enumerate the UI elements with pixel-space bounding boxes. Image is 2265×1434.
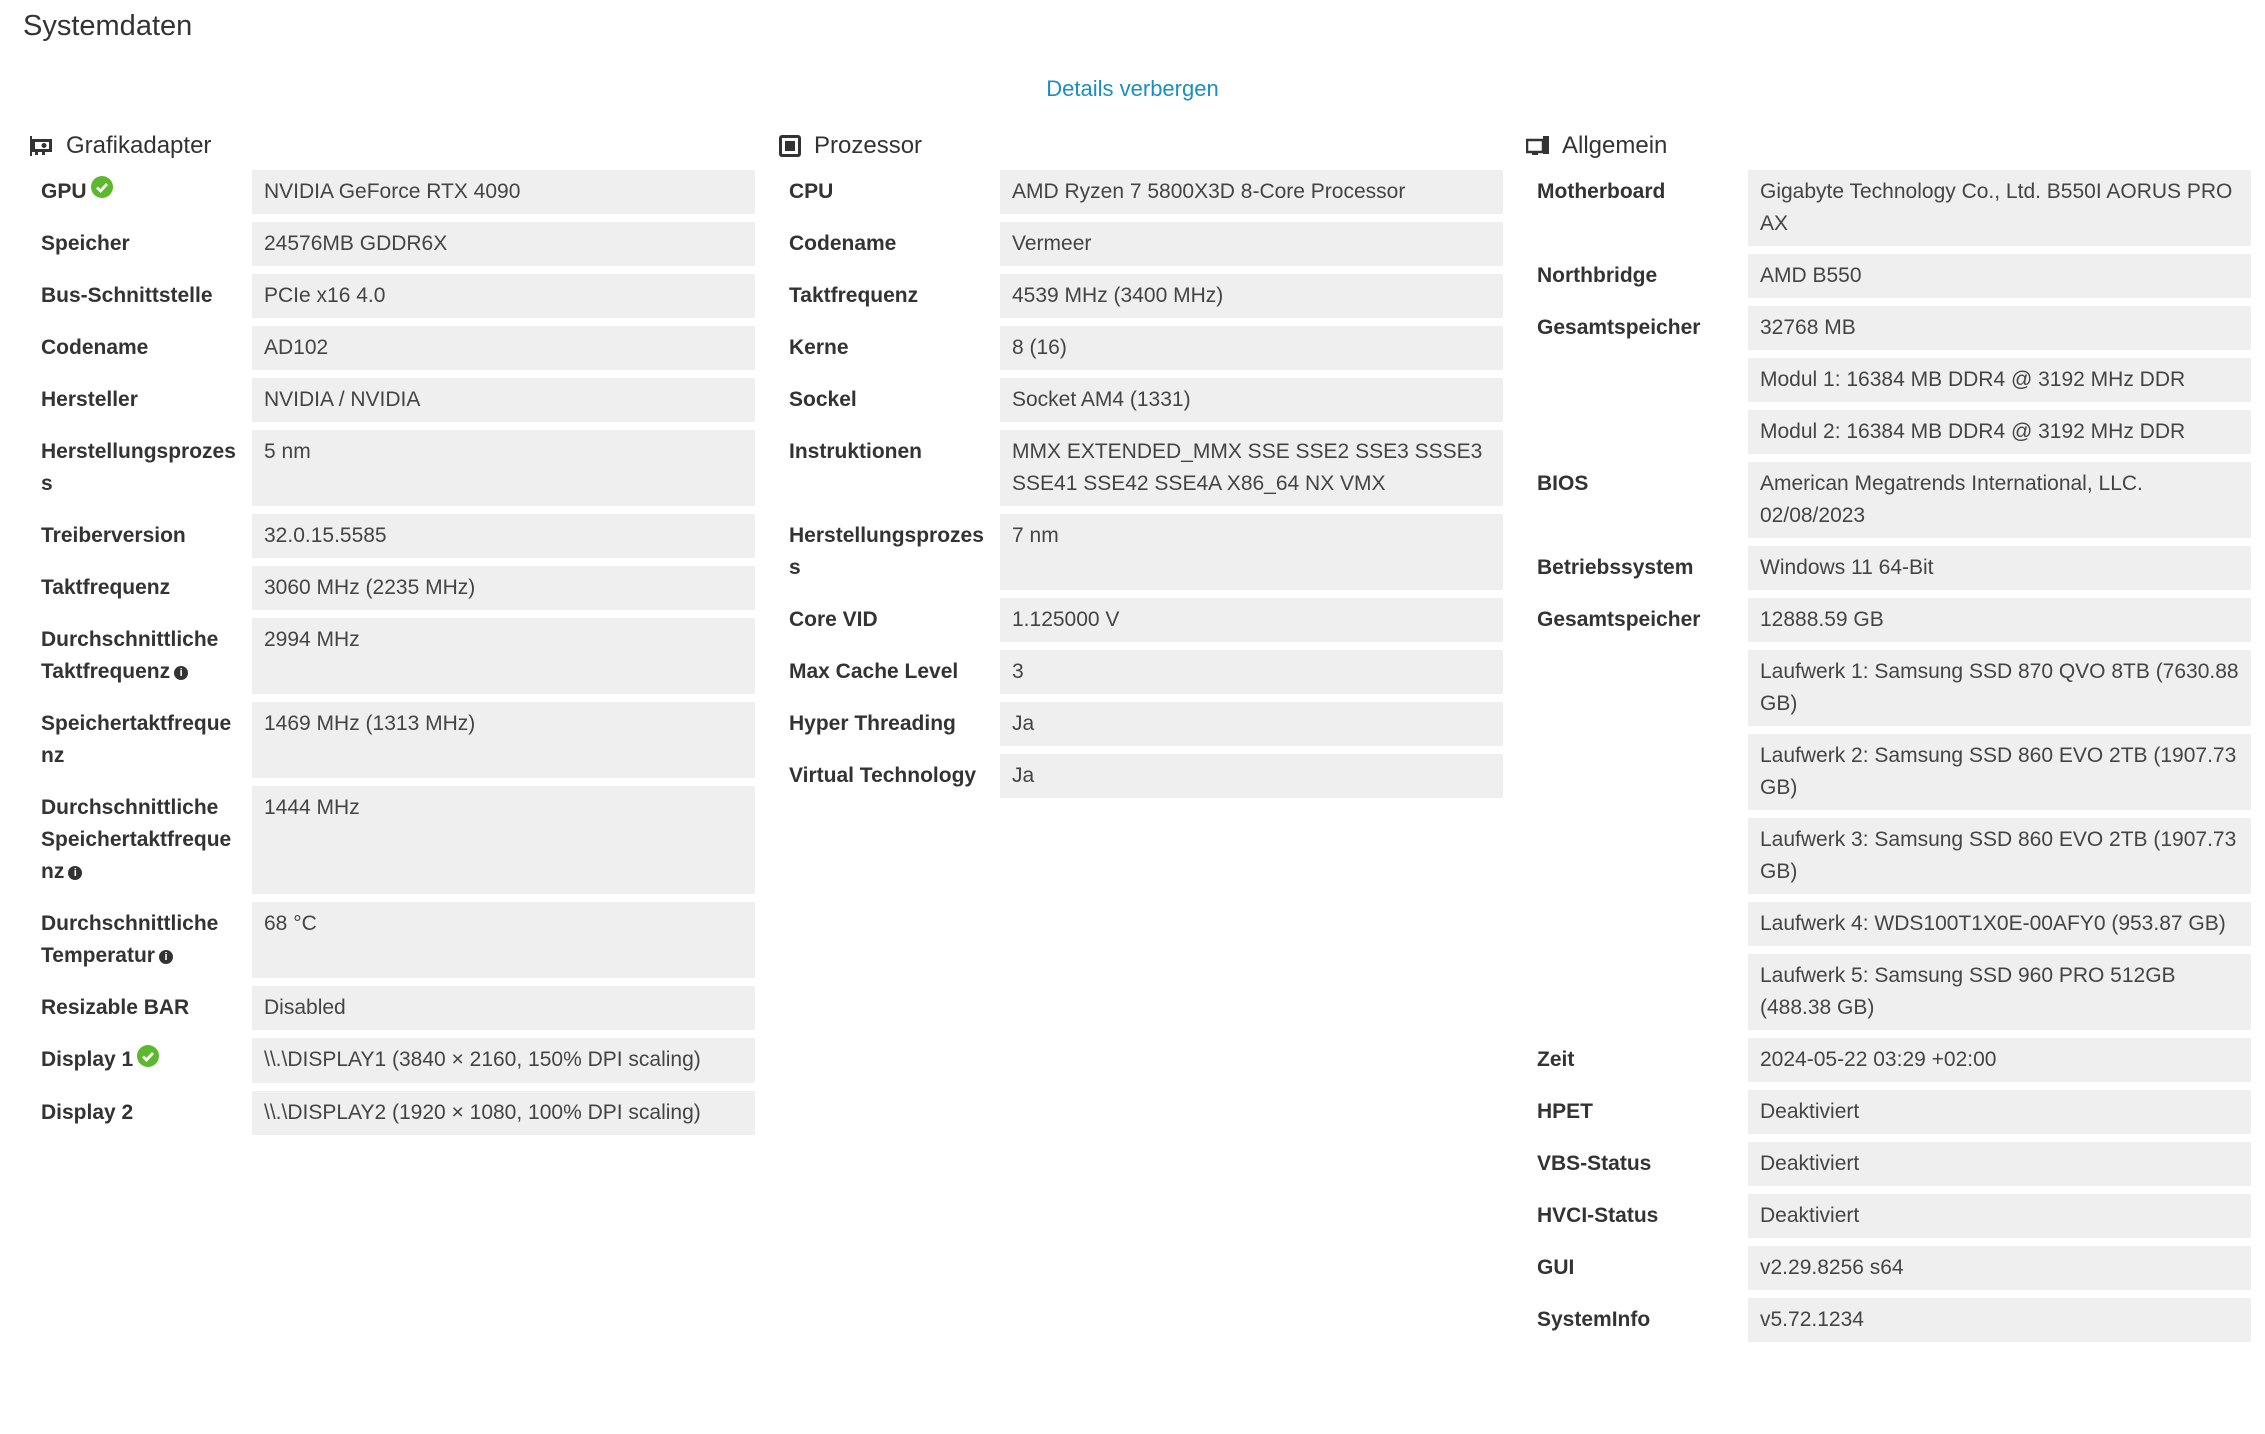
row-value: American Megatrends International, LLC. 02/08/2023 [1748, 462, 2251, 538]
row-label [1526, 1038, 1748, 1082]
cpu-info-row [778, 326, 1503, 370]
row-value: 1.125000 V [1000, 598, 1503, 642]
row-value: Socket AM4 (1331) [1000, 378, 1503, 422]
row-label [1526, 306, 1748, 350]
gpu-info-row [30, 902, 755, 978]
row-value: 1444 MHz [252, 786, 755, 894]
cpu-info-row [778, 650, 1503, 694]
row-value: \\.\DISPLAY2 (1920 × 1080, 100% DPI scaling) [252, 1091, 755, 1135]
general-info-row [1526, 954, 2251, 1030]
row-value: 2024-05-22 03:29 +02:00 [1748, 1038, 2251, 1082]
row-value: Deaktiviert [1748, 1194, 2251, 1238]
row-value: 68 °C [252, 902, 755, 978]
row-label-text: GUI [1537, 1256, 1575, 1279]
row-value: Laufwerk 2: Samsung SSD 860 EVO 2TB (1907.73 GB) [1748, 734, 2251, 810]
computer-icon [1526, 135, 1550, 157]
row-label [1526, 734, 1748, 810]
row-value: 24576MB GDDR6X [252, 222, 755, 266]
gpu-info-row [30, 986, 755, 1030]
row-value: 32768 MB [1748, 306, 2251, 350]
row-label [30, 430, 252, 506]
row-label [1526, 1194, 1748, 1238]
cpu-section-header [778, 130, 1503, 162]
check-icon [91, 176, 113, 208]
cpu-info-row [778, 170, 1503, 214]
row-label [778, 378, 1000, 422]
row-label-text: SystemInfo [1537, 1308, 1651, 1331]
cpu-section-title: Prozessor [814, 132, 923, 159]
general-info-row [1526, 1298, 2251, 1342]
row-label [1526, 650, 1748, 726]
row-label [1526, 1246, 1748, 1290]
row-label-text: Durchschnittliche Speichertaktfrequenz [41, 796, 232, 884]
cpu-info-row [778, 430, 1503, 506]
row-value: Gigabyte Technology Co., Ltd. B550I AORUS PRO AX [1748, 170, 2251, 246]
row-label-text: Display 1 [41, 1048, 134, 1072]
row-label [1526, 254, 1748, 298]
general-info-row [1526, 1142, 2251, 1186]
row-value: 2994 MHz [252, 618, 755, 694]
general-section-title: Allgemein [1562, 132, 1668, 159]
row-value: Deaktiviert [1748, 1142, 2251, 1186]
row-label [1526, 546, 1748, 590]
row-value: Vermeer [1000, 222, 1503, 266]
general-info-row [1526, 1194, 2251, 1238]
gpu-info-row [30, 170, 755, 214]
row-label-text: Gesamtspeicher [1537, 316, 1701, 339]
cpu-info-row [778, 598, 1503, 642]
general-info-row [1526, 306, 2251, 350]
row-value: \\.\DISPLAY1 (3840 × 2160, 150% DPI scaling) [252, 1038, 755, 1082]
cpu-info-row [778, 702, 1503, 746]
general-info-row [1526, 1038, 2251, 1082]
row-label [778, 754, 1000, 798]
row-value: v2.29.8256 s64 [1748, 1246, 2251, 1290]
general-info-row [1526, 902, 2251, 946]
row-label [778, 650, 1000, 694]
row-value: Ja [1000, 702, 1503, 746]
row-value: MMX EXTENDED_MMX SSE SSE2 SSE3 SSSE3 SSE41 SSE42 SSE4A X86_64 NX VMX [1000, 430, 1503, 506]
row-label-text: Display 2 [41, 1100, 134, 1124]
row-value: Disabled [252, 986, 755, 1030]
cpu-info-row [778, 378, 1503, 422]
general-info-row [1526, 650, 2251, 726]
row-value: 32.0.15.5585 [252, 514, 755, 558]
row-label [1526, 598, 1748, 642]
row-value: 12888.59 GB [1748, 598, 2251, 642]
row-value: Laufwerk 4: WDS100T1X0E-00AFY0 (953.87 GB) [1748, 902, 2251, 946]
row-label [778, 702, 1000, 746]
row-value: Deaktiviert [1748, 1090, 2251, 1134]
row-label-text: Max Cache Level [789, 660, 959, 683]
row-value: Laufwerk 5: Samsung SSD 960 PRO 512GB (488.38 GB) [1748, 954, 2251, 1030]
row-label [778, 170, 1000, 214]
row-label [30, 618, 252, 694]
processor-icon [778, 134, 802, 158]
general-info-row [1526, 546, 2251, 590]
row-label [30, 514, 252, 558]
row-label-text: Speichertaktfrequenz [41, 712, 232, 768]
gpu-section-header [30, 130, 755, 162]
cpu-section [778, 130, 1503, 806]
row-label-text: Hyper Threading [789, 712, 956, 735]
row-label-text: Taktfrequenz [789, 284, 919, 307]
row-label [1526, 1142, 1748, 1186]
row-value: 5 nm [252, 430, 755, 506]
row-label [1526, 1298, 1748, 1342]
row-label [778, 274, 1000, 318]
row-label [30, 274, 252, 318]
gpu-info-row [30, 702, 755, 778]
row-label-text: CPU [789, 180, 834, 203]
row-value: NVIDIA GeForce RTX 4090 [252, 170, 755, 214]
info-icon[interactable]: i [159, 950, 173, 964]
cpu-info-row [778, 754, 1503, 798]
gpu-info-row [30, 1038, 755, 1082]
row-value: NVIDIA / NVIDIA [252, 378, 755, 422]
row-label-text: Durchschnittliche Taktfrequenz [41, 628, 219, 684]
page-title: Systemdaten [23, 10, 193, 42]
row-label [30, 986, 252, 1030]
general-info-row [1526, 462, 2251, 538]
info-icon[interactable]: i [174, 666, 188, 680]
row-label [778, 326, 1000, 370]
row-label [30, 1091, 252, 1135]
row-value: 4539 MHz (3400 MHz) [1000, 274, 1503, 318]
row-label-text: Codename [789, 232, 897, 255]
cpu-info-row [778, 274, 1503, 318]
row-label [778, 598, 1000, 642]
row-label [778, 430, 1000, 506]
row-value: 3 [1000, 650, 1503, 694]
row-label-text: Herstellungsprozess [41, 440, 236, 496]
gpu-info-row [30, 1091, 755, 1135]
row-label-text: Hersteller [41, 388, 138, 412]
row-label [30, 1038, 252, 1082]
row-label [30, 902, 252, 978]
general-info-row [1526, 818, 2251, 894]
row-value: Laufwerk 3: Samsung SSD 860 EVO 2TB (1907.73 GB) [1748, 818, 2251, 894]
cpu-info-row [778, 514, 1503, 590]
row-label [30, 786, 252, 894]
row-label-text: Durchschnittliche Temperatur [41, 912, 219, 968]
row-label-text: VBS-Status [1537, 1152, 1652, 1175]
row-label-text: Northbridge [1537, 264, 1658, 287]
row-label [1526, 462, 1748, 538]
general-section-header [1526, 130, 2251, 162]
row-label [1526, 954, 1748, 1030]
hide-details-link[interactable]: Details verbergen [1046, 76, 1219, 101]
general-info-row [1526, 254, 2251, 298]
row-label-text: Herstellungsprozess [789, 524, 984, 579]
row-value: AD102 [252, 326, 755, 370]
row-value: 1469 MHz (1313 MHz) [252, 702, 755, 778]
row-label [30, 326, 252, 370]
row-value: Windows 11 64-Bit [1748, 546, 2251, 590]
gpu-info-row [30, 326, 755, 370]
row-label-text: Gesamtspeicher [1537, 608, 1701, 631]
general-info-row [1526, 410, 2251, 454]
gpu-info-row [30, 618, 755, 694]
row-label-text: GPU [41, 180, 87, 203]
row-label-text: Virtual Technology [789, 764, 977, 787]
gpu-info-row [30, 430, 755, 506]
row-label-text: Zeit [1537, 1048, 1575, 1071]
row-label [30, 170, 252, 214]
row-value: PCIe x16 4.0 [252, 274, 755, 318]
graphics-card-icon [30, 135, 54, 157]
row-label-text: Motherboard [1537, 180, 1666, 203]
info-icon[interactable]: i [68, 866, 82, 880]
general-info-row [1526, 358, 2251, 402]
row-label-text: Codename [41, 336, 149, 360]
row-label-text: Sockel [789, 388, 857, 411]
row-value: AMD Ryzen 7 5800X3D 8-Core Processor [1000, 170, 1503, 214]
row-label-text: Kerne [789, 336, 849, 359]
row-label-text: HVCI-Status [1537, 1204, 1659, 1227]
row-value: AMD B550 [1748, 254, 2251, 298]
row-value: v5.72.1234 [1748, 1298, 2251, 1342]
cpu-info-row [778, 222, 1503, 266]
general-info-row [1526, 1090, 2251, 1134]
row-label-text: Bus-Schnittstelle [41, 284, 213, 308]
gpu-info-row [30, 222, 755, 266]
gpu-info-row [30, 378, 755, 422]
row-value: Modul 2: 16384 MB DDR4 @ 3192 MHz DDR [1748, 410, 2251, 454]
row-label [1526, 358, 1748, 402]
row-label-text: HPET [1537, 1100, 1594, 1123]
row-label-text: Speicher [41, 232, 130, 256]
gpu-section-title: Grafikadapter [66, 132, 212, 159]
row-value: 8 (16) [1000, 326, 1503, 370]
row-value: Ja [1000, 754, 1503, 798]
row-value: Laufwerk 1: Samsung SSD 870 QVO 8TB (7630.88 GB) [1748, 650, 2251, 726]
gpu-info-row [30, 566, 755, 610]
row-value: 7 nm [1000, 514, 1503, 590]
row-label-text: Core VID [789, 608, 878, 631]
row-label [1526, 902, 1748, 946]
general-info-row [1526, 1246, 2251, 1290]
check-icon [137, 1045, 159, 1077]
gpu-info-row [30, 786, 755, 894]
row-label [30, 566, 252, 610]
row-label [1526, 410, 1748, 454]
general-info-row [1526, 170, 2251, 246]
row-label-text: BIOS [1537, 472, 1589, 495]
row-label-text: Betriebssystem [1537, 556, 1694, 579]
row-label [778, 514, 1000, 590]
row-label [30, 378, 252, 422]
general-section [1526, 130, 2251, 1350]
row-label [30, 702, 252, 778]
row-label-text: Instruktionen [789, 440, 923, 463]
row-label-text: Resizable BAR [41, 996, 190, 1020]
gpu-info-row [30, 274, 755, 318]
row-value: Modul 1: 16384 MB DDR4 @ 3192 MHz DDR [1748, 358, 2251, 402]
row-label [1526, 1090, 1748, 1134]
row-label [1526, 818, 1748, 894]
general-info-row [1526, 734, 2251, 810]
row-value: 3060 MHz (2235 MHz) [252, 566, 755, 610]
row-label-text: Treiberversion [41, 524, 186, 548]
gpu-section [30, 130, 755, 1143]
gpu-info-row [30, 514, 755, 558]
row-label [1526, 170, 1748, 246]
row-label-text: Taktfrequenz [41, 576, 171, 600]
row-label [778, 222, 1000, 266]
row-label [30, 222, 252, 266]
general-info-row [1526, 598, 2251, 642]
